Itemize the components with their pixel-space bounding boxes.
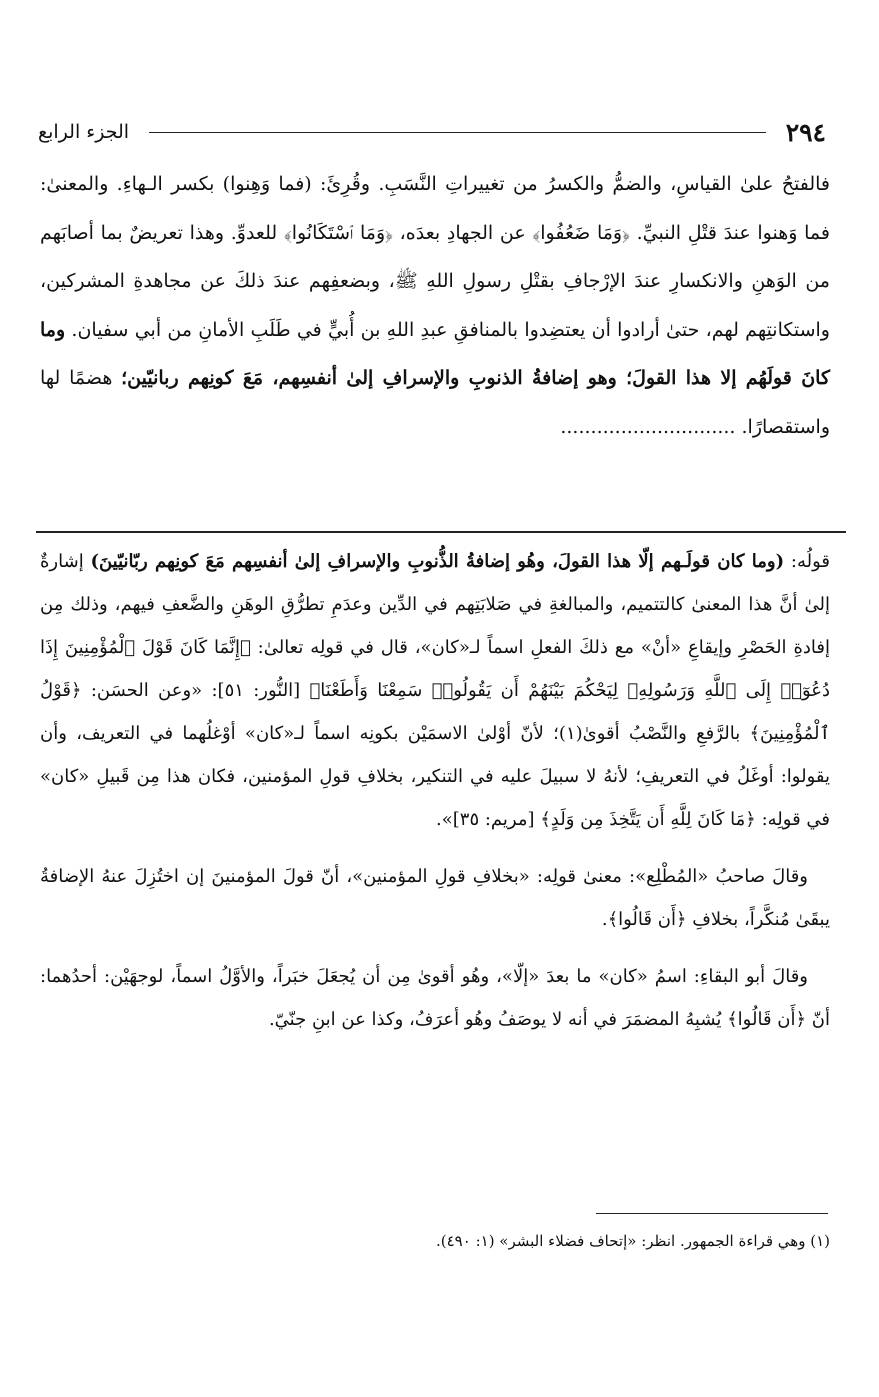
main-text bbox=[40, 160, 830, 451]
main-paragraph bbox=[40, 160, 830, 451]
footnote: (١) وهي قراءة الجمهور. انظر: «إتحاف فضلاء البشر» (١: ٤٩٠). bbox=[436, 1232, 830, 1250]
page-number: ٢٩٤ bbox=[785, 117, 826, 147]
commentary-paragraph-1-body: إشارةٌ إلىٰ أنَّ هذا المعنىٰ كالتتميم، والمبالغةِ في صَلابَتِهم في الدِّين وعدَمِ تطرُّقِ الوهَنِ والضَّعفِ فيهم، وذلك مِن إفادةِ الحَصْرِ وإيقاعِ «أنْ» مع ذلكَ الفعلِ اسماً لـ«كان»، قال في قولِه تعالىٰ: ﴿إِنَّمَا كَانَ قَوْلَ ٱلْمُؤْمِنِينَ إِذَا دُعُوٓا۟ إِلَى ٱللَّهِ وَرَسُولِهِۦ لِيَحْكُمَ بَيْنَهُمْ أَن يَقُولُوا۟ سَمِعْنَا وَأَطَعْنَا﴾ [النُّور: ٥١]: «وعن الحسَن: ﴿قَوْلُ ٱلْمُؤْمِنِينَ﴾ بالرَّفعِ والنَّصْبُ أقوىٰ(١)؛ لأنّ أوْلىٰ الاسمَيْن بكونِه اسماً لـ«كان» أوْغلُهما في التعريف، وأن يقولوا: أوغَلُ في التعريفِ؛ لأنهُ لا سبيلَ عليه في التنكير، بخلافِ قولِ المؤمنين، فكان هذا مِن قَبيلِ «كان» في قولِه: ﴿مَا كَانَ لِلَّهِ أَن يَتَّخِذَ مِن وَلَدٍ﴾ [مريم: ٣٥]». bbox=[40, 551, 831, 830]
commentary-label: قولُه: bbox=[784, 551, 830, 572]
footnote-rule bbox=[596, 1213, 828, 1214]
main-paragraph-end: هضمًا لها واستقصارًا. ............................. bbox=[40, 367, 830, 438]
running-title: الجزء الرابع bbox=[38, 121, 130, 143]
main-bold-lemma: وما كانَ قولَهُم إلا هذا القولَ؛ وهو إضافةُ الذنوبِ والإسرافِ إلىٰ أنفسِهم، مَعَ كونِهم ربانيّين؛ bbox=[40, 318, 830, 389]
main-paragraph-body: فالفتحُ علىٰ القياسِ، والضمُّ والكسرُ من تغييراتِ النَّسَبِ. وقُرِئَ: (فما وَهِنوا) بكسر الـهاءِ. والمعنىٰ: فما وَهنوا عندَ قتْلِ النبيِّ. ﴿وَمَا ضَعُفُوا﴾ عن الجهادِ بعدَه، ﴿وَمَا ٱسْتَكَانُوا﴾ للعدوِّ. وهذا تعريضٌ بما أصابَهم من الوَهنِ والانكسارِ عندَ الإرْجافِ بقتْلِ رسولِ اللهِ ﷺ، وبضعفِهم عندَ ذلكَ عن مجاهدةِ المشركين، واستكانتِهم لهم، حتىٰ أرادوا أن يعتضِدوا بالمنافقِ عبدِ اللهِ بن أُبيٍّ في طَلَبِ الأمانِ من أبي سفيان. bbox=[40, 173, 830, 341]
commentary-paragraph-1 bbox=[40, 540, 830, 841]
commentary-quoted-lemma: (وما كان قولَـهم إلّا هذا القولَ، وهُو إضافةُ الذُّنوبِ والإسرافِ إلىٰ أنفسِهم مَعَ كونِهم ربّانيّينَ) bbox=[90, 551, 785, 572]
commentary-paragraph-2: وقالَ صاحبُ «المُطْلِع»: معنىٰ قولِه: «بخلافِ قولِ المؤمنين»، أنّ قولَ المؤمنينَ إن اختُزِلَ عنهُ الإضافةُ يبقَىٰ مُنكَّراً، بخلافِ ﴿أَن قَالُوا﴾. bbox=[40, 866, 830, 930]
page-header bbox=[38, 112, 826, 152]
commentary-paragraph-3: وقالَ أبو البقاءِ: اسمُ «كان» ما بعدَ «إلّا»، وهُو أقوىٰ مِن أن يُجعَلَ خبَراً، والأوَّلُ اسماً، لوجهَيْن: أحدُهما: أنّ ﴿أَن قَالُوا﴾ يُشبِهُ المضمَرَ في أنه لا يوصَفُ وهُو أعرَفُ، وكذا عن ابنِ جنّيّ. bbox=[40, 966, 830, 1030]
commentary bbox=[40, 540, 830, 1055]
section-divider bbox=[36, 531, 846, 533]
header-rule bbox=[149, 132, 766, 133]
